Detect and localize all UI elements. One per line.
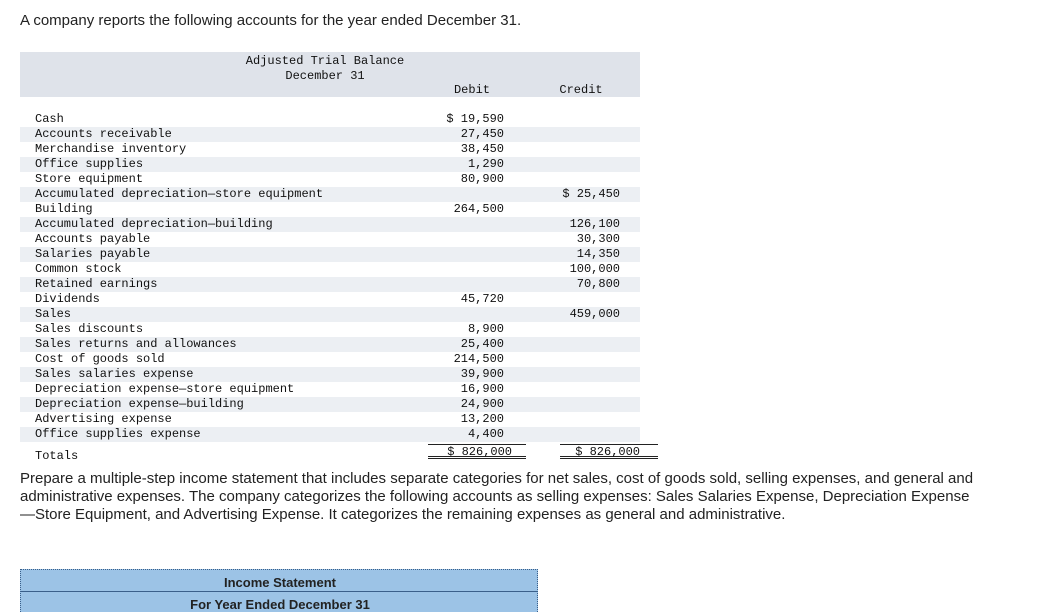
credit-amount: 70,800	[576, 277, 620, 291]
instructions-text: Prepare a multiple-step income statement that includes separate categories for net sales, cost of goods sold, selling expenses, and general and administrative expenses. The company categorizes the following accounts as selling expenses: Sales Salaries Expense, Depreciation Expense—Store Equipment, and Advertising Expense. It categorizes the remaining expenses as general and administrative.	[20, 470, 974, 523]
table-row	[20, 277, 640, 292]
table-row	[20, 307, 640, 322]
table-row	[20, 427, 640, 442]
table-row	[20, 412, 640, 427]
income-statement-header	[20, 569, 538, 612]
table-row	[20, 172, 640, 187]
debit-amount: 24,900	[460, 397, 504, 411]
account-name: Sales salaries expense	[35, 367, 194, 381]
income-statement-title: Income Statement	[224, 575, 336, 590]
account-name: Sales returns and allowances	[35, 337, 237, 351]
intro-text: A company reports the following accounts for the year ended December 31.	[20, 12, 522, 29]
credit-column-header: Credit	[559, 83, 603, 97]
credit-amount: 126,100	[569, 217, 620, 231]
credit-amount: 100,000	[569, 262, 620, 276]
income-statement-subtitle: For Year Ended December 31	[190, 597, 370, 612]
table-row	[20, 127, 640, 142]
debit-amount: 38,450	[460, 142, 504, 156]
debit-amount: 25,400	[460, 337, 504, 351]
totals-credit: $ 826,000	[560, 444, 658, 459]
table-row	[20, 157, 640, 172]
credit-amount: 14,350	[576, 247, 620, 261]
table-row	[20, 187, 640, 202]
account-name: Depreciation expense—building	[35, 397, 244, 411]
debit-amount: $ 19,590	[446, 112, 504, 126]
credit-amount: 459,000	[569, 307, 620, 321]
debit-amount: 13,200	[460, 412, 504, 426]
debit-amount: 8,900	[467, 322, 504, 336]
trial-balance-title-line1: Adjusted Trial Balance	[245, 54, 405, 68]
table-row	[20, 202, 640, 217]
debit-amount: 214,500	[453, 352, 504, 366]
account-name: Sales	[35, 307, 72, 321]
account-name: Accounts receivable	[35, 127, 172, 141]
account-name: Retained earnings	[35, 277, 158, 291]
debit-amount: 39,900	[460, 367, 504, 381]
debit-amount: 1,290	[467, 157, 504, 171]
totals-row	[20, 443, 640, 465]
debit-amount: 264,500	[453, 202, 504, 216]
table-row	[20, 112, 640, 127]
table-row	[20, 322, 640, 337]
table-row	[20, 247, 640, 262]
table-row	[20, 337, 640, 352]
table-row	[20, 367, 640, 382]
account-name: Cash	[35, 112, 64, 126]
totals-debit: $ 826,000	[428, 444, 526, 459]
table-row	[20, 262, 640, 277]
account-name: Office supplies expense	[35, 427, 201, 441]
account-name: Salaries payable	[35, 247, 151, 261]
table-row	[20, 397, 640, 412]
account-name: Depreciation expense—store equipment	[35, 382, 295, 396]
table-row	[20, 217, 640, 232]
credit-amount: 30,300	[576, 232, 620, 246]
account-name: Merchandise inventory	[35, 142, 187, 156]
account-name: Dividends	[35, 292, 100, 306]
debit-amount: 80,900	[460, 172, 504, 186]
account-name: Cost of goods sold	[35, 352, 165, 366]
trial-balance-title-line2: December 31	[285, 69, 365, 83]
adjusted-trial-balance-table	[20, 52, 640, 465]
account-name: Store equipment	[35, 172, 144, 186]
debit-amount: 16,900	[460, 382, 504, 396]
table-row	[20, 292, 640, 307]
account-name: Accumulated depreciation—building	[35, 217, 273, 231]
account-name: Office supplies	[35, 157, 144, 171]
account-name: Accumulated depreciation—store equipment	[35, 187, 324, 201]
account-name: Common stock	[35, 262, 122, 276]
table-row	[20, 382, 640, 397]
trial-balance-header	[20, 52, 640, 97]
header-divider	[21, 591, 537, 592]
table-row	[20, 232, 640, 247]
debit-amount: 45,720	[460, 292, 504, 306]
trial-balance-rows	[20, 112, 640, 442]
debit-amount: 4,400	[467, 427, 504, 441]
debit-amount: 27,450	[460, 127, 504, 141]
account-name: Accounts payable	[35, 232, 151, 246]
totals-label: Totals	[35, 449, 79, 463]
table-row	[20, 352, 640, 367]
trial-balance-title	[215, 54, 435, 84]
table-row	[20, 142, 640, 157]
account-name: Building	[35, 202, 93, 216]
account-name: Advertising expense	[35, 412, 172, 426]
debit-column-header: Debit	[453, 83, 490, 97]
credit-amount: $ 25,450	[562, 187, 620, 201]
account-name: Sales discounts	[35, 322, 144, 336]
